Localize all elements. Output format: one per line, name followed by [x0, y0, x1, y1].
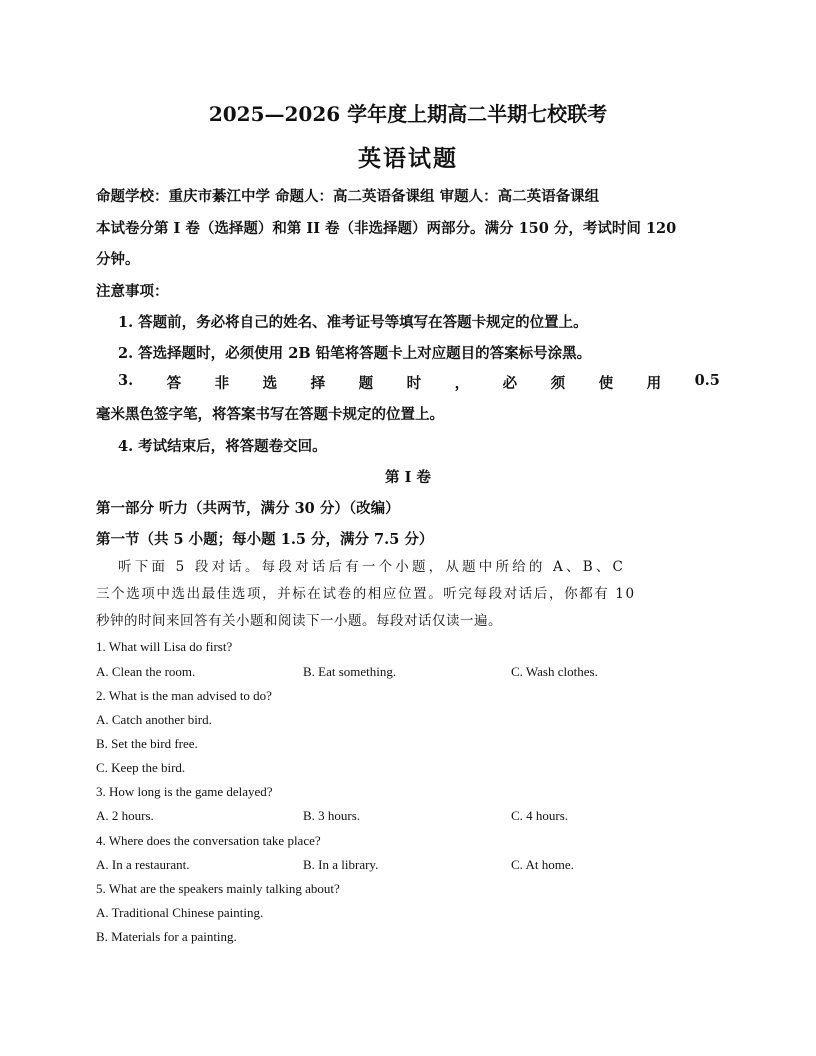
note-item-3-word: 选	[262, 375, 278, 392]
note-item-4: 4. 考试结束后，将答题卷交回。	[118, 438, 327, 455]
exam-title: 2025—2026 学年度上期高二半期七校联考	[208, 102, 608, 126]
note-item-3-word: 3.	[118, 372, 134, 389]
note-item-3-word: 题	[358, 375, 374, 392]
subject-title: 英语试题	[358, 145, 458, 172]
note-item-3-word: ，	[454, 375, 470, 392]
question-3: 3. How long is the game delayed?	[96, 784, 273, 799]
instructions-line-1: 听下面 5 段对话。每段对话后有一个小题，从题中所给的 A、B、C	[118, 559, 627, 575]
question-1-option-c: C. Wash clothes.	[511, 664, 598, 679]
question-1: 1. What will Lisa do first?	[96, 639, 233, 654]
note-item-3-word: 非	[214, 375, 230, 392]
note-item-3-word: 使	[598, 375, 614, 392]
question-3-option-b: B. 3 hours.	[303, 808, 361, 823]
question-5-option-a: A. Traditional Chinese painting.	[96, 905, 264, 920]
question-2-option-a: A. Catch another bird.	[96, 712, 212, 727]
instructions-paragraph	[96, 554, 720, 635]
question-5: 5. What are the speakers mainly talking about?	[96, 881, 340, 896]
note-item-3-word: 时	[406, 375, 422, 392]
question-4-option-a: A. In a restaurant.	[96, 857, 190, 872]
part-heading: 第一部分 听力（共两节，满分 30 分）（改编）	[96, 500, 400, 517]
note-item-3-word: 答	[166, 375, 182, 392]
note-item-3-word: 用	[646, 375, 662, 392]
instructions-line-3: 秒钟的时间来回答有关小题和阅读下一小题。每段对话仅读一遍。	[96, 613, 502, 629]
note-item-2: 2. 答选择题时，必须使用 2B 铅笔将答题卡上对应题目的答案标号涂黑。	[118, 345, 592, 362]
intro-line-2: 分钟。	[96, 251, 140, 268]
question-2-option-c: C. Keep the bird.	[96, 760, 186, 775]
question-5-option-b: B. Materials for a painting.	[96, 929, 237, 944]
note-item-3-word: 必	[502, 375, 518, 392]
notes-heading: 注意事项：	[96, 283, 169, 300]
question-4-option-b: B. In a library.	[303, 857, 379, 872]
instructions-line-2: 三个选项中选出最佳选项，并标在试卷的相应位置。听完每段对话后，你都有 10	[96, 586, 636, 602]
question-4: 4. Where does the conversation take place?	[96, 833, 321, 848]
question-4-option-c: C. At home.	[511, 857, 574, 872]
note-item-3-continued: 毫米黑色签字笔，将答案书写在答题卡规定的位置上。	[96, 406, 444, 423]
question-3-option-c: C. 4 hours.	[511, 808, 569, 823]
question-1-option-b: B. Eat something.	[303, 664, 397, 679]
note-item-3	[118, 372, 720, 393]
authors-line: 命题学校：重庆市綦江中学 命题人：高二英语备课组 审题人：高二英语备课组	[96, 188, 600, 205]
intro-line-1: 本试卷分第 I 卷（选择题）和第 II 卷（非选择题）两部分。满分 150 分，考试时间 120	[96, 220, 677, 237]
volume-heading: 第 I 卷	[385, 469, 431, 486]
question-3-option-a: A. 2 hours.	[96, 808, 154, 823]
note-item-3-word: 0.5	[694, 372, 720, 389]
note-item-3-word: 择	[310, 375, 326, 392]
question-2: 2. What is the man advised to do?	[96, 688, 272, 703]
question-1-option-a: A. Clean the room.	[96, 664, 196, 679]
note-item-3-word: 须	[550, 375, 566, 392]
question-2-option-b: B. Set the bird free.	[96, 736, 198, 751]
subsection-heading: 第一节（共 5 小题；每小题 1.5 分，满分 7.5 分）	[96, 531, 434, 548]
note-item-1: 1. 答题前，务必将自己的姓名、准考证号等填写在答题卡规定的位置上。	[118, 314, 588, 331]
